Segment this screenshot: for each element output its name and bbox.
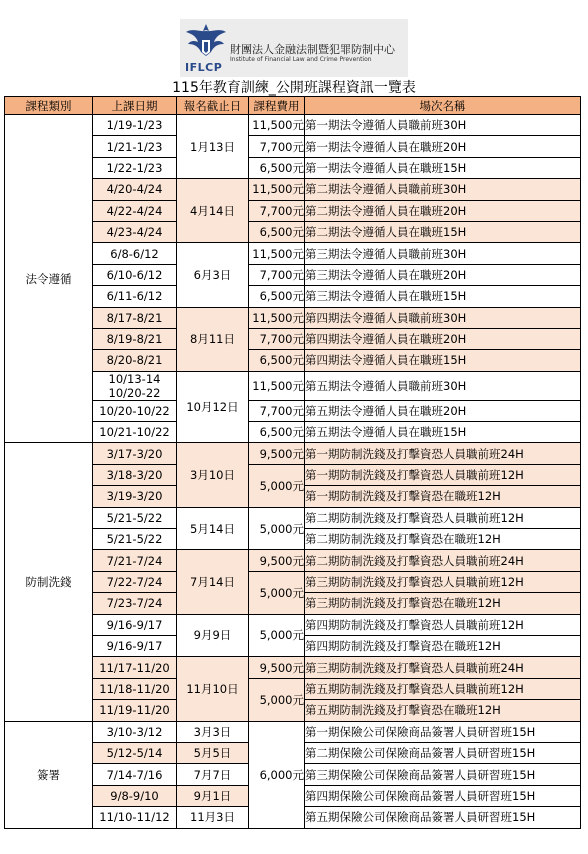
session-name-cell: 第四期法令遵循人員在職班20H xyxy=(305,328,581,349)
date-cell: 11/17-11/20 xyxy=(93,657,177,678)
date-cell: 3/10-3/12 xyxy=(93,721,177,742)
date-cell: 6/8-6/12 xyxy=(93,243,177,264)
date-cell: 1/22-1/23 xyxy=(93,157,177,178)
date-cell: 11/10-11/12 xyxy=(93,807,177,828)
date-cell: 11/18-11/20 xyxy=(93,678,177,699)
date-cell: 8/20-8/21 xyxy=(93,350,177,371)
fee-cell: 9,500元 xyxy=(249,443,305,464)
page-title: 115年教育訓練_公開班課程資訊一覽表 xyxy=(172,80,416,96)
date-cell: 3/19-3/20 xyxy=(93,486,177,507)
date-cell: 1/21-1/23 xyxy=(93,136,177,157)
deadline-cell: 11月10日 xyxy=(177,657,249,721)
session-name-cell: 第五期保險公司保險商品簽署人員研習班15H xyxy=(305,807,581,828)
category-cell: 法令遵循 xyxy=(5,115,93,443)
session-name-cell: 第四期保險公司保險商品簽署人員研習班15H xyxy=(305,785,581,806)
fee-cell: 6,500元 xyxy=(249,221,305,242)
date-cell: 6/10-6/12 xyxy=(93,264,177,285)
session-name-cell: 第四期法令遵循人員職前班30H xyxy=(305,307,581,328)
session-name-cell: 第五期法令遵循人員在職班20H xyxy=(305,400,581,421)
fee-cell: 7,700元 xyxy=(249,328,305,349)
category-cell: 簽署 xyxy=(5,721,93,828)
session-name-cell: 第三期保險公司保險商品簽署人員研習班15H xyxy=(305,764,581,785)
session-name-cell: 第三期防制洗錢及打擊資恐人員職前班12H xyxy=(305,571,581,592)
date-cell: 9/16-9/17 xyxy=(93,614,177,635)
deadline-cell: 9月1日 xyxy=(177,785,249,806)
fee-cell: 11,500元 xyxy=(249,179,305,200)
session-name-cell: 第三期法令遵循人員職前班30H xyxy=(305,243,581,264)
session-name-cell: 第一期防制洗錢及打擊資恐人員職前班24H xyxy=(305,443,581,464)
session-name-cell: 第二期防制洗錢及打擊資恐在職班12H xyxy=(305,529,581,550)
deadline-cell: 5月5日 xyxy=(177,742,249,763)
date-line: 10/13-14 xyxy=(108,371,161,386)
session-name-cell: 第三期防制洗錢及打擊資恐人員職前班24H xyxy=(305,657,581,678)
org-abbreviation: IFLCP xyxy=(185,61,223,74)
date-cell: 5/21-5/22 xyxy=(93,529,177,550)
date-cell: 3/18-3/20 xyxy=(93,464,177,485)
date-cell: 6/11-6/12 xyxy=(93,286,177,307)
fee-cell: 7,700元 xyxy=(249,200,305,221)
fee-cell: 5,000元 xyxy=(249,571,305,614)
column-header: 報名截止日 xyxy=(177,97,249,115)
fee-cell: 6,000元 xyxy=(249,721,305,828)
session-name-cell: 第五期防制洗錢及打擊資恐人員職前班12H xyxy=(305,678,581,699)
session-name-cell: 第二期防制洗錢及打擊資恐人員職前班24H xyxy=(305,550,581,571)
session-name-cell: 第四期防制洗錢及打擊資恐在職班12H xyxy=(305,635,581,656)
org-logo xyxy=(180,19,408,77)
session-name-cell: 第五期防制洗錢及打擊資恐在職班12H xyxy=(305,700,581,721)
session-name-cell: 第二期法令遵循人員在職班20H xyxy=(305,200,581,221)
session-name-cell: 第二期保險公司保險商品簽署人員研習班15H xyxy=(305,742,581,763)
fee-cell: 5,000元 xyxy=(249,507,305,550)
table-row xyxy=(5,721,581,742)
fee-cell: 11,500元 xyxy=(249,243,305,264)
fee-cell: 6,500元 xyxy=(249,422,305,443)
deadline-cell: 3月10日 xyxy=(177,443,249,507)
date-cell: 3/17-3/20 xyxy=(93,443,177,464)
session-name-cell: 第二期法令遵循人員職前班30H xyxy=(305,179,581,200)
fee-cell: 11,500元 xyxy=(249,115,305,136)
fee-cell: 5,000元 xyxy=(249,614,305,657)
date-cell: 7/23-7/24 xyxy=(93,593,177,614)
session-name-cell: 第一期防制洗錢及打擊資恐在職班12H xyxy=(305,486,581,507)
date-cell: 8/17-8/21 xyxy=(93,307,177,328)
course-schedule-table xyxy=(4,96,581,829)
deadline-cell: 6月3日 xyxy=(177,243,249,307)
session-name-cell: 第一期法令遵循人員職前班30H xyxy=(305,115,581,136)
column-header: 上課日期 xyxy=(93,97,177,115)
date-cell: 5/21-5/22 xyxy=(93,507,177,528)
deadline-cell: 7月14日 xyxy=(177,550,249,614)
session-name-cell: 第三期法令遵循人員在職班15H xyxy=(305,286,581,307)
category-cell: 防制洗錢 xyxy=(5,443,93,721)
session-name-cell: 第五期法令遵循人員在職班15H xyxy=(305,422,581,443)
date-cell: 8/19-8/21 xyxy=(93,328,177,349)
deadline-cell: 1月13日 xyxy=(177,115,249,179)
org-name-english: Institute of Financial Law and Crime Prevention xyxy=(230,56,372,63)
date-cell: 5/12-5/14 xyxy=(93,742,177,763)
table-row xyxy=(5,115,581,136)
fee-cell: 7,700元 xyxy=(249,136,305,157)
session-name-cell: 第二期防制洗錢及打擊資恐人員職前班12H xyxy=(305,507,581,528)
fee-cell: 6,500元 xyxy=(249,157,305,178)
deadline-cell: 3月3日 xyxy=(177,721,249,742)
fee-cell: 11,500元 xyxy=(249,307,305,328)
column-header: 課程費用 xyxy=(249,97,305,115)
session-name-cell: 第三期防制洗錢及打擊資恐在職班12H xyxy=(305,593,581,614)
date-cell: 10/21-10/22 xyxy=(93,422,177,443)
table-row xyxy=(5,443,581,464)
date-cell: 1/19-1/23 xyxy=(93,115,177,136)
date-cell xyxy=(93,371,177,400)
session-name-cell: 第四期防制洗錢及打擊資恐人員職前班12H xyxy=(305,614,581,635)
fee-cell: 5,000元 xyxy=(249,464,305,507)
session-name-cell: 第一期保險公司保險商品簽署人員研習班15H xyxy=(305,721,581,742)
date-cell: 4/20-4/24 xyxy=(93,179,177,200)
session-name-cell: 第二期法令遵循人員在職班15H xyxy=(305,221,581,242)
session-name-cell: 第三期法令遵循人員在職班20H xyxy=(305,264,581,285)
deadline-cell: 5月14日 xyxy=(177,507,249,550)
session-name-cell: 第一期防制洗錢及打擊資恐人員職前班12H xyxy=(305,464,581,485)
fee-cell: 7,700元 xyxy=(249,264,305,285)
date-cell: 10/20-10/22 xyxy=(93,400,177,421)
date-cell: 9/16-9/17 xyxy=(93,635,177,656)
fee-cell: 7,700元 xyxy=(249,400,305,421)
date-cell: 7/21-7/24 xyxy=(93,550,177,571)
fee-cell: 9,500元 xyxy=(249,657,305,678)
deadline-cell: 9月9日 xyxy=(177,614,249,657)
fee-cell: 6,500元 xyxy=(249,286,305,307)
column-header: 場次名稱 xyxy=(305,97,581,115)
fee-cell: 9,500元 xyxy=(249,550,305,571)
date-cell: 7/22-7/24 xyxy=(93,571,177,592)
session-name-cell: 第四期法令遵循人員在職班15H xyxy=(305,350,581,371)
date-cell: 11/19-11/20 xyxy=(93,700,177,721)
deadline-cell: 10月12日 xyxy=(177,371,249,443)
deadline-cell: 7月7日 xyxy=(177,764,249,785)
deadline-cell: 11月3日 xyxy=(177,807,249,828)
table-header-row xyxy=(5,97,581,115)
date-cell: 7/14-7/16 xyxy=(93,764,177,785)
fee-cell: 6,500元 xyxy=(249,350,305,371)
eagle-emblem-icon xyxy=(184,22,228,62)
date-cell: 4/22-4/24 xyxy=(93,200,177,221)
date-cell: 9/8-9/10 xyxy=(93,785,177,806)
session-name-cell: 第一期法令遵循人員在職班15H xyxy=(305,157,581,178)
date-cell: 4/23-4/24 xyxy=(93,221,177,242)
date-line: 10/20-22 xyxy=(108,385,161,400)
org-name-chinese: 財團法人金融法制暨犯罪防制中心 xyxy=(230,43,395,56)
column-header: 課程類別 xyxy=(5,97,93,115)
fee-cell: 5,000元 xyxy=(249,678,305,721)
deadline-cell: 8月11日 xyxy=(177,307,249,371)
deadline-cell: 4月14日 xyxy=(177,179,249,243)
session-name-cell: 第一期法令遵循人員在職班20H xyxy=(305,136,581,157)
fee-cell: 11,500元 xyxy=(249,371,305,400)
session-name-cell: 第五期法令遵循人員職前班30H xyxy=(305,371,581,400)
